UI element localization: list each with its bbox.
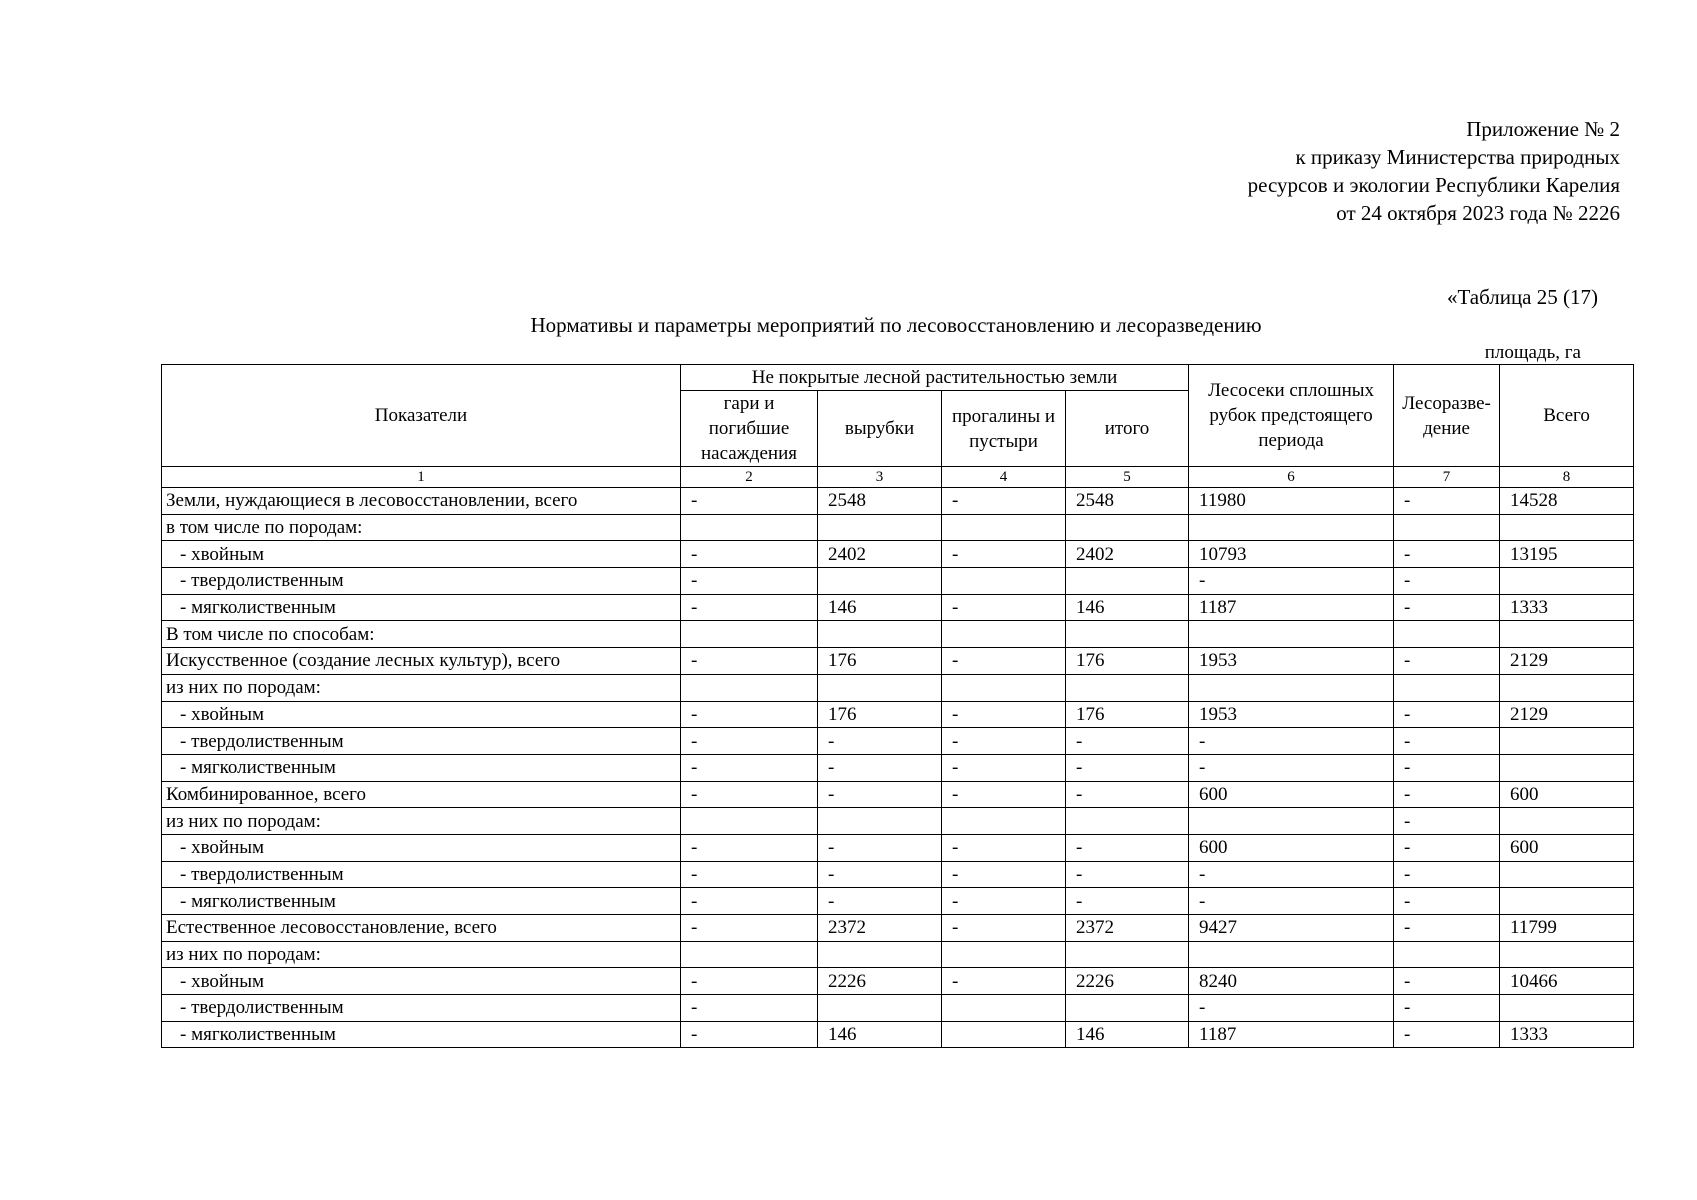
table-cell: - xyxy=(1394,861,1500,888)
table-cell: - xyxy=(681,541,818,568)
table-cell xyxy=(1500,888,1634,915)
table-cell: - xyxy=(681,968,818,995)
header-cutting-areas: Лесосеки сплошных рубок предстоящего периода xyxy=(1189,365,1394,467)
table-cell: - xyxy=(681,888,818,915)
table-cell xyxy=(818,941,942,968)
table-cell: 146 xyxy=(818,594,942,621)
table-cell: 176 xyxy=(818,648,942,675)
header-indicators: Показатели xyxy=(162,365,681,467)
table-cell xyxy=(1500,514,1634,541)
table-cell: 11980 xyxy=(1189,488,1394,515)
row-label: - твердолиственным xyxy=(162,995,681,1022)
table-cell: 1187 xyxy=(1189,594,1394,621)
table-cell: - xyxy=(818,861,942,888)
table-cell: - xyxy=(1394,568,1500,595)
table-cell xyxy=(818,568,942,595)
table-cell xyxy=(818,514,942,541)
table-cell xyxy=(1189,514,1394,541)
row-label: - хвойным xyxy=(162,968,681,995)
table-cell xyxy=(1394,514,1500,541)
table-row xyxy=(162,648,1634,675)
table-cell: - xyxy=(681,488,818,515)
row-label: - хвойным xyxy=(162,541,681,568)
column-number: 3 xyxy=(818,467,942,488)
column-number: 8 xyxy=(1500,467,1634,488)
table-cell: - xyxy=(681,594,818,621)
table-cell xyxy=(942,995,1066,1022)
header-subtotal: итого xyxy=(1066,391,1189,467)
table-cell: - xyxy=(1394,968,1500,995)
header-line: к приказу Министерства природных xyxy=(1295,145,1620,169)
column-number: 6 xyxy=(1189,467,1394,488)
document-title: Нормативы и параметры мероприятий по лесовосстановлению и лесоразведению xyxy=(530,313,1262,337)
table-cell: - xyxy=(1394,781,1500,808)
table-cell: - xyxy=(1394,808,1500,835)
column-number: 4 xyxy=(942,467,1066,488)
header-line: Приложение № 2 xyxy=(1466,117,1620,141)
row-label: Искусственное (создание лесных культур), всего xyxy=(162,648,681,675)
table-row xyxy=(162,594,1634,621)
table-cell: - xyxy=(681,754,818,781)
table-cell: - xyxy=(942,781,1066,808)
table-cell: - xyxy=(942,541,1066,568)
table-cell: 2226 xyxy=(818,968,942,995)
table-row xyxy=(162,888,1634,915)
table-cell: - xyxy=(942,754,1066,781)
table-cell: - xyxy=(1394,728,1500,755)
table-cell xyxy=(1500,941,1634,968)
table-cell: - xyxy=(1066,781,1189,808)
table-cell xyxy=(942,514,1066,541)
table-cell: - xyxy=(1394,915,1500,942)
table-cell xyxy=(818,621,942,648)
table-cell xyxy=(681,514,818,541)
table-row xyxy=(162,781,1634,808)
row-label: - мягколиственным xyxy=(162,754,681,781)
table-row xyxy=(162,488,1634,515)
table-cell xyxy=(1394,941,1500,968)
table-cell: - xyxy=(942,968,1066,995)
table-cell xyxy=(681,941,818,968)
table-cell xyxy=(1500,995,1634,1022)
table-cell: 2129 xyxy=(1500,648,1634,675)
table-cell: - xyxy=(681,568,818,595)
table-cell: - xyxy=(1394,888,1500,915)
table-cell: 1953 xyxy=(1189,701,1394,728)
table-cell: - xyxy=(1394,834,1500,861)
table-cell xyxy=(1500,568,1634,595)
table-cell xyxy=(1066,674,1189,701)
approval-header xyxy=(1248,115,1620,227)
table-cell xyxy=(818,995,942,1022)
table-cell: - xyxy=(681,995,818,1022)
table-cell: - xyxy=(942,728,1066,755)
table-cell xyxy=(1189,808,1394,835)
table-cell xyxy=(1500,754,1634,781)
table-row xyxy=(162,968,1634,995)
table-cell: 1333 xyxy=(1500,594,1634,621)
table-cell xyxy=(1189,674,1394,701)
table-body xyxy=(162,488,1634,1048)
table-cell: 2402 xyxy=(818,541,942,568)
table-cell: - xyxy=(1066,834,1189,861)
table-cell: - xyxy=(942,861,1066,888)
header-afforestation: Лесоразве-дение xyxy=(1394,365,1500,467)
reforestation-table xyxy=(161,364,1634,1048)
row-label: - твердолиственным xyxy=(162,861,681,888)
table-cell: - xyxy=(1189,888,1394,915)
table-cell: - xyxy=(681,1021,818,1048)
table-cell: - xyxy=(1066,861,1189,888)
table-cell: - xyxy=(1066,728,1189,755)
table-row xyxy=(162,514,1634,541)
table-cell: - xyxy=(1394,594,1500,621)
table-cell xyxy=(1500,674,1634,701)
table-cell: 9427 xyxy=(1189,915,1394,942)
table-cell: - xyxy=(942,701,1066,728)
table-cell: - xyxy=(818,888,942,915)
table-cell xyxy=(681,674,818,701)
table-cell xyxy=(1189,621,1394,648)
table-cell: 1953 xyxy=(1189,648,1394,675)
table-cell xyxy=(1066,621,1189,648)
table-cell: - xyxy=(681,915,818,942)
table-cell: - xyxy=(681,781,818,808)
table-cell: 2226 xyxy=(1066,968,1189,995)
table-cell: 2548 xyxy=(1066,488,1189,515)
table-cell: 176 xyxy=(1066,648,1189,675)
table-cell: - xyxy=(1394,648,1500,675)
table-cell: 2402 xyxy=(1066,541,1189,568)
table-cell: - xyxy=(1394,995,1500,1022)
table-row xyxy=(162,541,1634,568)
table-cell xyxy=(1066,568,1189,595)
table-cell xyxy=(1394,621,1500,648)
table-cell xyxy=(1066,808,1189,835)
table-cell xyxy=(942,941,1066,968)
table-cell xyxy=(681,621,818,648)
table-cell: - xyxy=(942,648,1066,675)
column-number: 7 xyxy=(1394,467,1500,488)
row-label: Естественное лесовосстановление, всего xyxy=(162,915,681,942)
row-label: - твердолиственным xyxy=(162,728,681,755)
table-cell: - xyxy=(818,834,942,861)
header-not-covered-group: Не покрытые лесной растительностью земли xyxy=(681,365,1189,391)
table-cell: - xyxy=(681,728,818,755)
table-row xyxy=(162,568,1634,595)
table-row xyxy=(162,861,1634,888)
row-label: Земли, нуждающиеся в лесовосстановлении, всего xyxy=(162,488,681,515)
table-cell: - xyxy=(1189,861,1394,888)
row-label: из них по породам: xyxy=(162,808,681,835)
table-cell: 2372 xyxy=(818,915,942,942)
table-cell xyxy=(1394,674,1500,701)
table-cell xyxy=(942,808,1066,835)
table-row xyxy=(162,621,1634,648)
table-cell: 14528 xyxy=(1500,488,1634,515)
table-cell xyxy=(942,621,1066,648)
table-cell: - xyxy=(818,754,942,781)
table-cell: - xyxy=(942,834,1066,861)
table-cell: - xyxy=(681,701,818,728)
table-cell: - xyxy=(1066,888,1189,915)
column-number: 2 xyxy=(681,467,818,488)
table-row xyxy=(162,915,1634,942)
table-cell: 600 xyxy=(1189,781,1394,808)
table-cell: 1187 xyxy=(1189,1021,1394,1048)
table-cell: 2129 xyxy=(1500,701,1634,728)
header-total: Всего xyxy=(1500,365,1634,467)
table-cell xyxy=(818,808,942,835)
table-cell: - xyxy=(1066,754,1189,781)
table-cell: 176 xyxy=(818,701,942,728)
table-cell xyxy=(942,1021,1066,1048)
row-label: - хвойным xyxy=(162,701,681,728)
table-cell: - xyxy=(942,915,1066,942)
header-line: от 24 октября 2023 года № 2226 xyxy=(1336,201,1620,225)
header-gaps: прогалины и пустыри xyxy=(942,391,1066,467)
row-label: - мягколиственным xyxy=(162,1021,681,1048)
table-cell: - xyxy=(1394,541,1500,568)
table-cell: - xyxy=(1394,754,1500,781)
table-cell: - xyxy=(1394,701,1500,728)
table-cell: - xyxy=(681,648,818,675)
header-burned: гари и погибшие насаждения xyxy=(681,391,818,467)
table-row xyxy=(162,941,1634,968)
table-cell xyxy=(818,674,942,701)
column-number: 5 xyxy=(1066,467,1189,488)
table-cell: - xyxy=(1189,728,1394,755)
table-cell xyxy=(1500,808,1634,835)
unit-label: площадь, га xyxy=(1484,342,1581,363)
table-cell xyxy=(942,674,1066,701)
table-cell: - xyxy=(1189,754,1394,781)
table-row xyxy=(162,995,1634,1022)
table-cell xyxy=(1500,728,1634,755)
table-cell: - xyxy=(818,781,942,808)
table-cell xyxy=(1066,514,1189,541)
table-row xyxy=(162,1021,1634,1048)
table-cell: 2548 xyxy=(818,488,942,515)
table-cell: - xyxy=(1189,568,1394,595)
table-cell: - xyxy=(942,888,1066,915)
row-label: - мягколиственным xyxy=(162,594,681,621)
row-label: Комбинированное, всего xyxy=(162,781,681,808)
column-number: 1 xyxy=(162,467,681,488)
header-clearings: вырубки xyxy=(818,391,942,467)
table-row xyxy=(162,834,1634,861)
table-cell: - xyxy=(681,834,818,861)
table-cell: 600 xyxy=(1189,834,1394,861)
table-cell: 8240 xyxy=(1189,968,1394,995)
table-cell: - xyxy=(818,728,942,755)
row-label: В том числе по способам: xyxy=(162,621,681,648)
table-cell xyxy=(1500,621,1634,648)
table-cell: 600 xyxy=(1500,781,1634,808)
table-cell: - xyxy=(942,488,1066,515)
table-cell: 13195 xyxy=(1500,541,1634,568)
table-cell xyxy=(1189,941,1394,968)
table-row xyxy=(162,728,1634,755)
table-cell: 600 xyxy=(1500,834,1634,861)
table-row xyxy=(162,701,1634,728)
table-cell xyxy=(1066,995,1189,1022)
row-label: - мягколиственным xyxy=(162,888,681,915)
table-cell: 146 xyxy=(1066,594,1189,621)
table-cell: 146 xyxy=(818,1021,942,1048)
table-cell: - xyxy=(942,594,1066,621)
table-label: «Таблица 25 (17) xyxy=(1446,285,1598,309)
table-cell xyxy=(942,568,1066,595)
table-row xyxy=(162,808,1634,835)
table-cell xyxy=(1500,861,1634,888)
table-row xyxy=(162,674,1634,701)
table-cell: 1333 xyxy=(1500,1021,1634,1048)
table-cell xyxy=(681,808,818,835)
table-cell xyxy=(1066,941,1189,968)
header-line: ресурсов и экологии Республики Карелия xyxy=(1247,173,1620,197)
row-label: из них по породам: xyxy=(162,941,681,968)
table-cell: - xyxy=(681,861,818,888)
table-row xyxy=(162,754,1634,781)
table-cell: 10793 xyxy=(1189,541,1394,568)
row-label: - хвойным xyxy=(162,834,681,861)
row-label: в том числе по породам: xyxy=(162,514,681,541)
table-cell: - xyxy=(1189,995,1394,1022)
table-cell: 10466 xyxy=(1500,968,1634,995)
table-cell: 2372 xyxy=(1066,915,1189,942)
table-cell: - xyxy=(1394,1021,1500,1048)
row-label: - твердолиственным xyxy=(162,568,681,595)
table-cell: 176 xyxy=(1066,701,1189,728)
table-cell: 11799 xyxy=(1500,915,1634,942)
row-label: из них по породам: xyxy=(162,674,681,701)
table-cell: 146 xyxy=(1066,1021,1189,1048)
table-cell: - xyxy=(1394,488,1500,515)
